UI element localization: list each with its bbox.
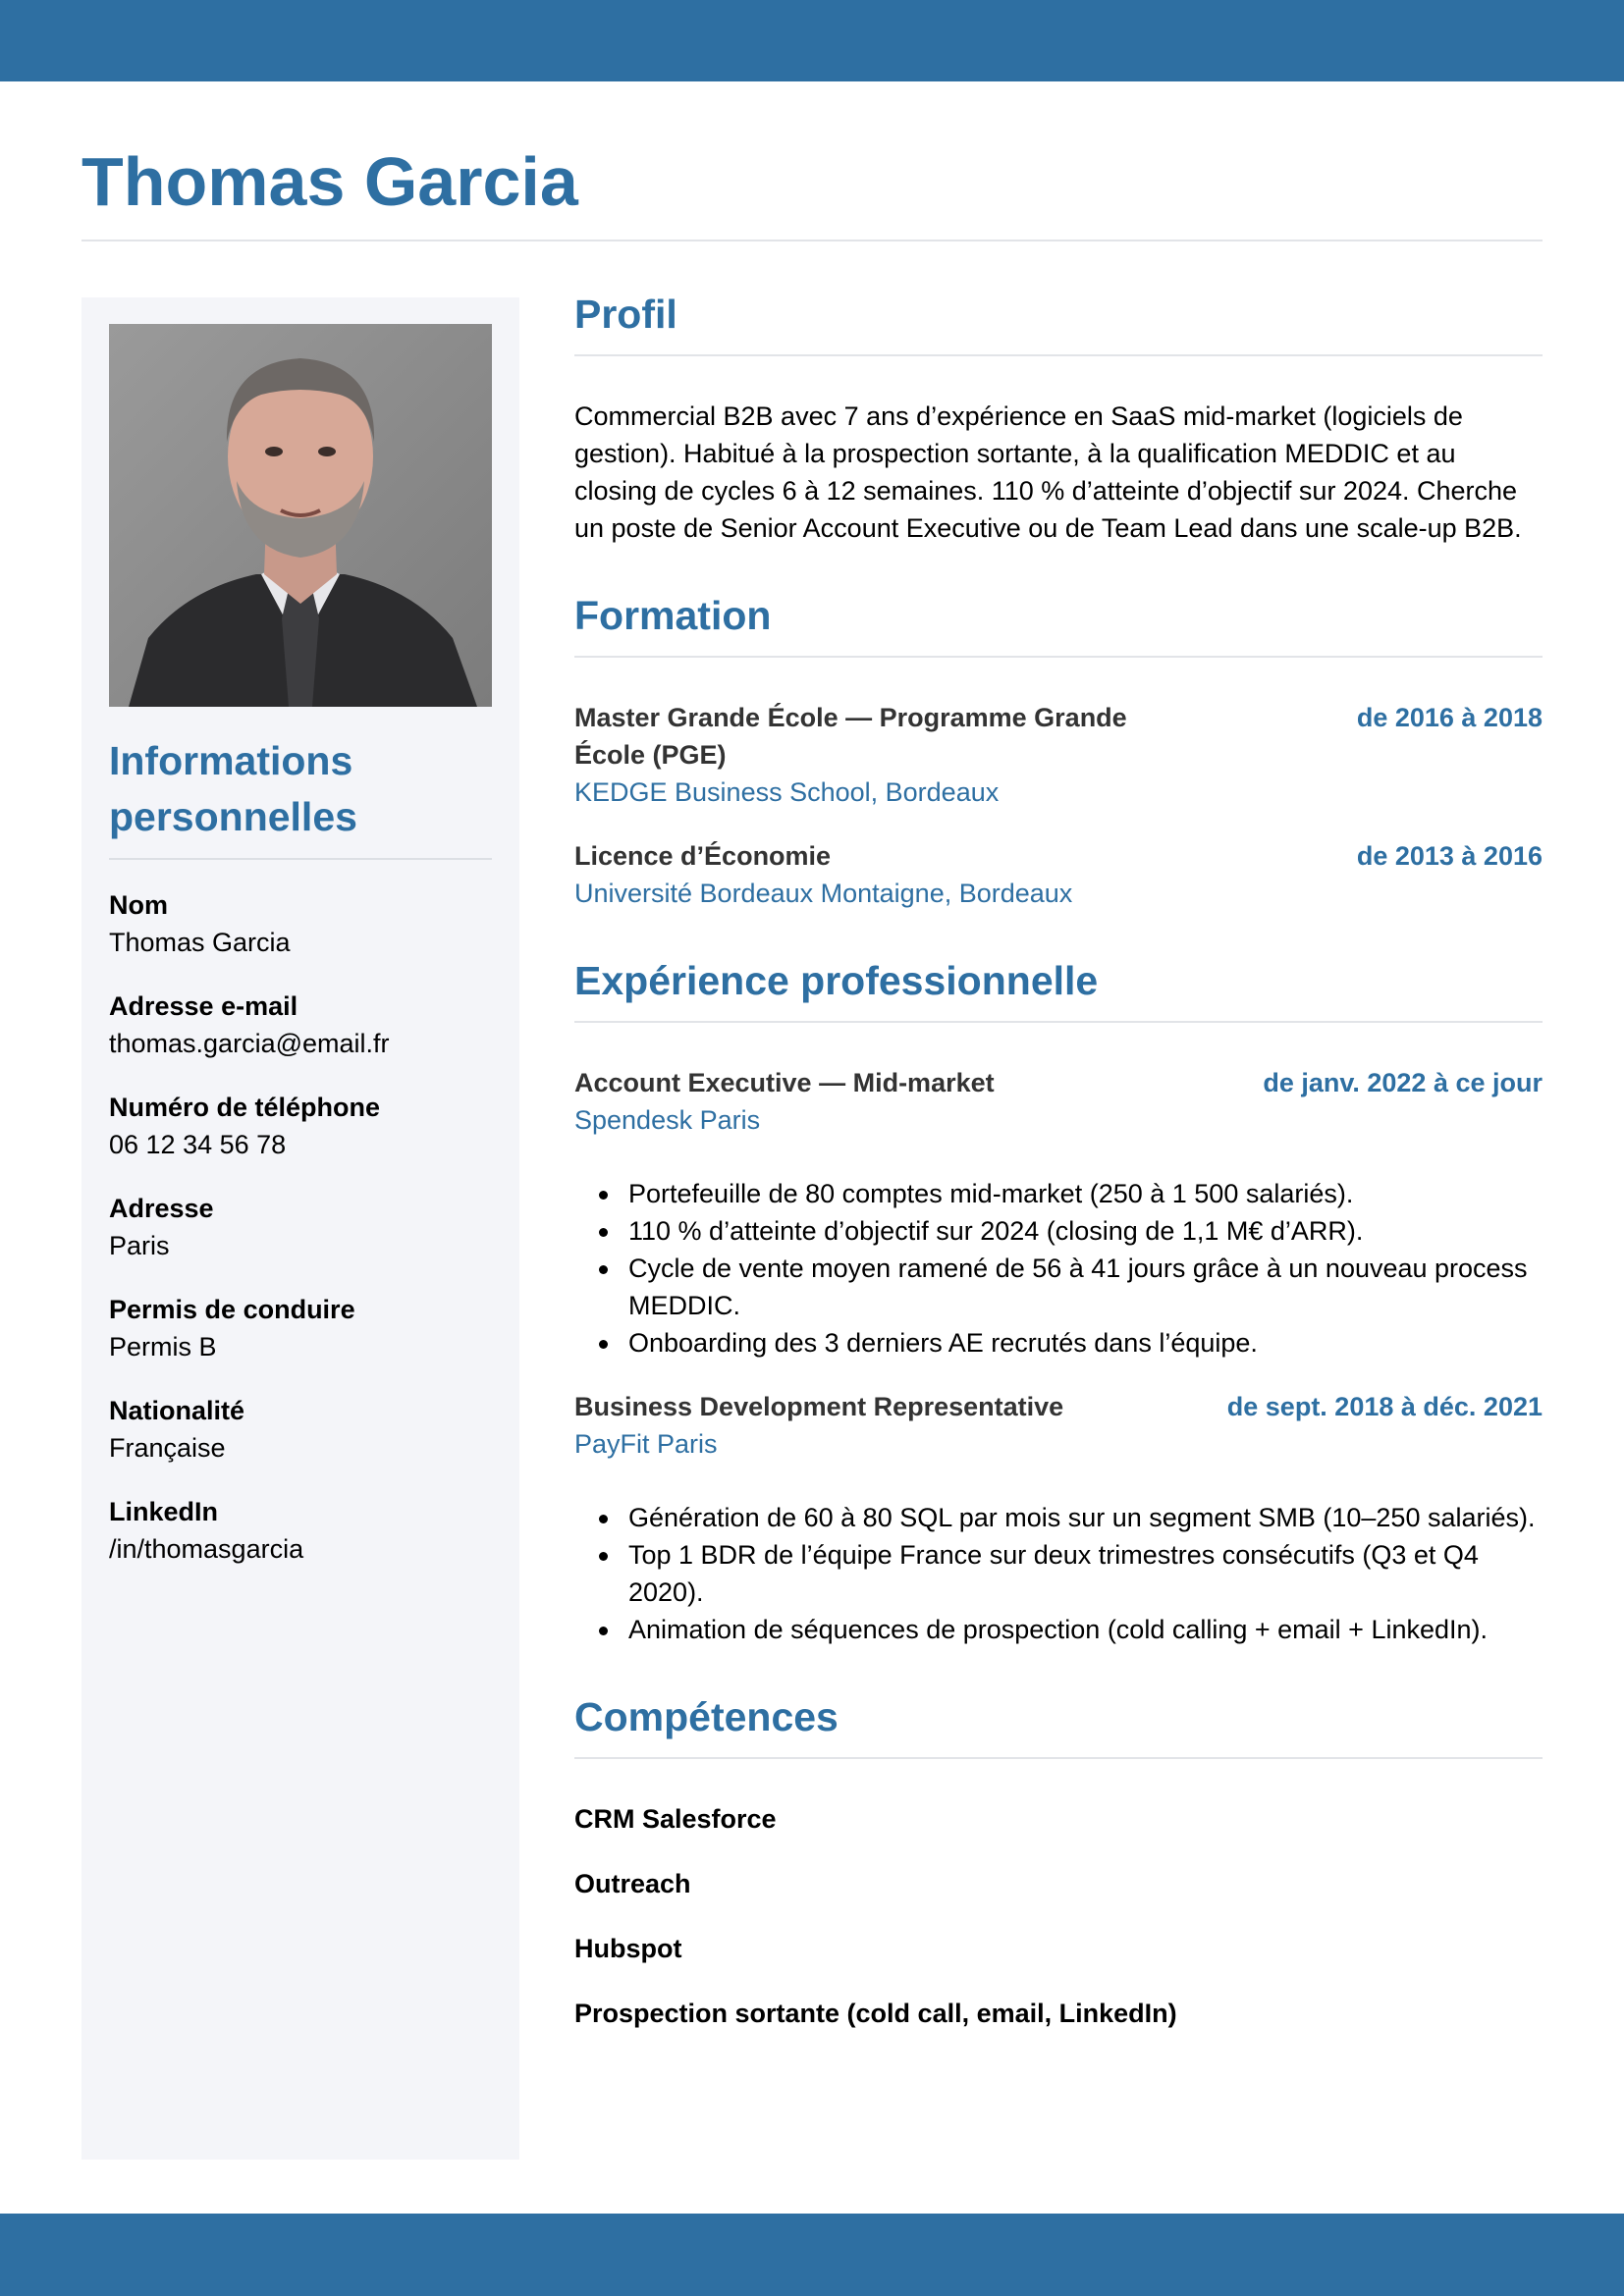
section-divider bbox=[574, 1021, 1543, 1023]
info-item-name bbox=[109, 886, 502, 961]
title-divider bbox=[81, 240, 1543, 241]
info-value: Française bbox=[109, 1433, 226, 1463]
info-label: Nom bbox=[109, 890, 168, 920]
section-title: Compétences bbox=[574, 1694, 839, 1739]
section-divider bbox=[574, 656, 1543, 658]
sidebar-divider bbox=[109, 858, 492, 860]
skill-item: Prospection sortante (cold call, email, LinkedIn) bbox=[574, 1999, 1177, 2028]
entry-title: Master Grande École — Programme Grande École (PGE) bbox=[574, 703, 1127, 770]
bullet-text: Génération de 60 à 80 SQL par mois sur un segment SMB (10–250 salariés). bbox=[628, 1503, 1536, 1532]
section-title: Profil bbox=[574, 292, 677, 337]
portrait-image bbox=[109, 324, 492, 707]
info-item-address bbox=[109, 1190, 502, 1264]
section-title: Formation bbox=[574, 593, 772, 638]
list-item bbox=[574, 1499, 1543, 1536]
bullet-text: 110 % d’atteinte d’objectif sur 2024 (closing de 1,1 M€ d’ARR). bbox=[628, 1216, 1364, 1246]
bullet-icon bbox=[599, 1552, 608, 1561]
info-item-phone bbox=[109, 1089, 502, 1163]
personal-info-list bbox=[109, 886, 502, 1594]
list-item bbox=[574, 1250, 1543, 1324]
skill-item: CRM Salesforce bbox=[574, 1804, 777, 1834]
entry-date: de 2016 à 2018 bbox=[1356, 703, 1543, 732]
entry-organization: Spendesk Paris bbox=[574, 1105, 761, 1135]
experience-section bbox=[574, 951, 1543, 1648]
phone-value: 06 12 34 56 78 bbox=[109, 1130, 287, 1159]
profile-photo bbox=[109, 324, 492, 707]
info-value: Thomas Garcia bbox=[109, 928, 291, 957]
list-item bbox=[574, 1175, 1543, 1212]
list-item bbox=[574, 1212, 1543, 1250]
info-item-email bbox=[109, 988, 502, 1062]
entry-title: Account Executive — Mid-market bbox=[574, 1068, 995, 1097]
skill-item: Hubspot bbox=[574, 1934, 682, 1963]
info-label: Adresse bbox=[109, 1194, 214, 1223]
entry-organization: Université Bordeaux Montaigne, Bordeaux bbox=[574, 879, 1073, 908]
info-item-nationality bbox=[109, 1392, 502, 1467]
profile-section bbox=[574, 285, 1543, 547]
bullet-icon bbox=[599, 1265, 608, 1274]
entry-organization: PayFit Paris bbox=[574, 1429, 718, 1459]
info-value: Paris bbox=[109, 1231, 170, 1260]
info-label: Permis de conduire bbox=[109, 1295, 355, 1324]
bullet-text: Animation de séquences de prospection (cold calling + email + LinkedIn). bbox=[628, 1615, 1489, 1644]
bullet-icon bbox=[599, 1515, 608, 1523]
skills-section bbox=[574, 1687, 1543, 2032]
education-entry bbox=[574, 699, 1543, 811]
entry-date: de sept. 2018 à déc. 2021 bbox=[1226, 1392, 1543, 1421]
section-divider bbox=[574, 354, 1543, 356]
sidebar-title: Informations personnelles bbox=[109, 738, 357, 839]
list-item bbox=[574, 1536, 1543, 1611]
bullet-text: Portefeuille de 80 comptes mid-market (250 à 1 500 salariés). bbox=[628, 1179, 1354, 1208]
bullet-icon bbox=[599, 1191, 608, 1200]
info-label: Adresse e-mail bbox=[109, 991, 298, 1021]
achievement-list bbox=[574, 1175, 1543, 1362]
section-divider bbox=[574, 1757, 1543, 1759]
bullet-text: Cycle de vente moyen ramené de 56 à 41 jours grâce à un nouveau process MEDDIC. bbox=[628, 1254, 1528, 1320]
page-title: Thomas Garcia bbox=[81, 143, 578, 220]
bullet-icon bbox=[599, 1228, 608, 1237]
info-value: Permis B bbox=[109, 1332, 217, 1362]
section-title: Expérience professionnelle bbox=[574, 958, 1099, 1003]
linkedin-value[interactable]: /in/thomasgarcia bbox=[109, 1534, 304, 1564]
experience-entry bbox=[574, 1388, 1543, 1648]
bottom-color-band bbox=[0, 2214, 1624, 2296]
top-color-band bbox=[0, 0, 1624, 81]
entry-date: de janv. 2022 à ce jour bbox=[1263, 1068, 1543, 1097]
info-item-license bbox=[109, 1291, 502, 1365]
list-item bbox=[574, 1611, 1543, 1648]
entry-title: Business Development Representative bbox=[574, 1392, 1064, 1421]
achievement-list bbox=[574, 1499, 1543, 1648]
bullet-icon bbox=[599, 1627, 608, 1635]
skill-item: Outreach bbox=[574, 1869, 691, 1898]
main-content bbox=[574, 285, 1543, 2059]
bullet-text: Top 1 BDR de l’équipe France sur deux trimestres consécutifs (Q3 et Q4 2020). bbox=[628, 1540, 1479, 1607]
info-label: Numéro de téléphone bbox=[109, 1093, 381, 1122]
education-section bbox=[574, 586, 1543, 912]
list-item bbox=[574, 1324, 1543, 1362]
entry-title: Licence d’Économie bbox=[574, 841, 832, 871]
education-entry bbox=[574, 837, 1543, 912]
profile-text: Commercial B2B avec 7 ans d’expérience en SaaS mid-market (logiciels de gestion). Habitué à la prospection sortante, à la qualification MEDDIC et au closing de cycles 6 à 12 semaines. 110 % d’atteinte d’objectif sur 2024. Cherche un poste de Senior Account Executive ou de Team Lead dans une scale-up B2B. bbox=[574, 401, 1522, 543]
entry-date: de 2013 à 2016 bbox=[1356, 841, 1543, 871]
info-label: LinkedIn bbox=[109, 1497, 219, 1526]
info-label: Nationalité bbox=[109, 1396, 245, 1425]
sidebar bbox=[81, 297, 519, 2160]
experience-entry bbox=[574, 1064, 1543, 1362]
email-value[interactable]: thomas.garcia@email.fr bbox=[109, 1029, 390, 1058]
info-item-linkedin bbox=[109, 1493, 502, 1568]
entry-organization: KEDGE Business School, Bordeaux bbox=[574, 777, 1000, 807]
bullet-icon bbox=[599, 1340, 608, 1349]
skills-list bbox=[574, 1800, 1543, 2032]
bullet-text: Onboarding des 3 derniers AE recrutés dans l’équipe. bbox=[628, 1328, 1258, 1358]
